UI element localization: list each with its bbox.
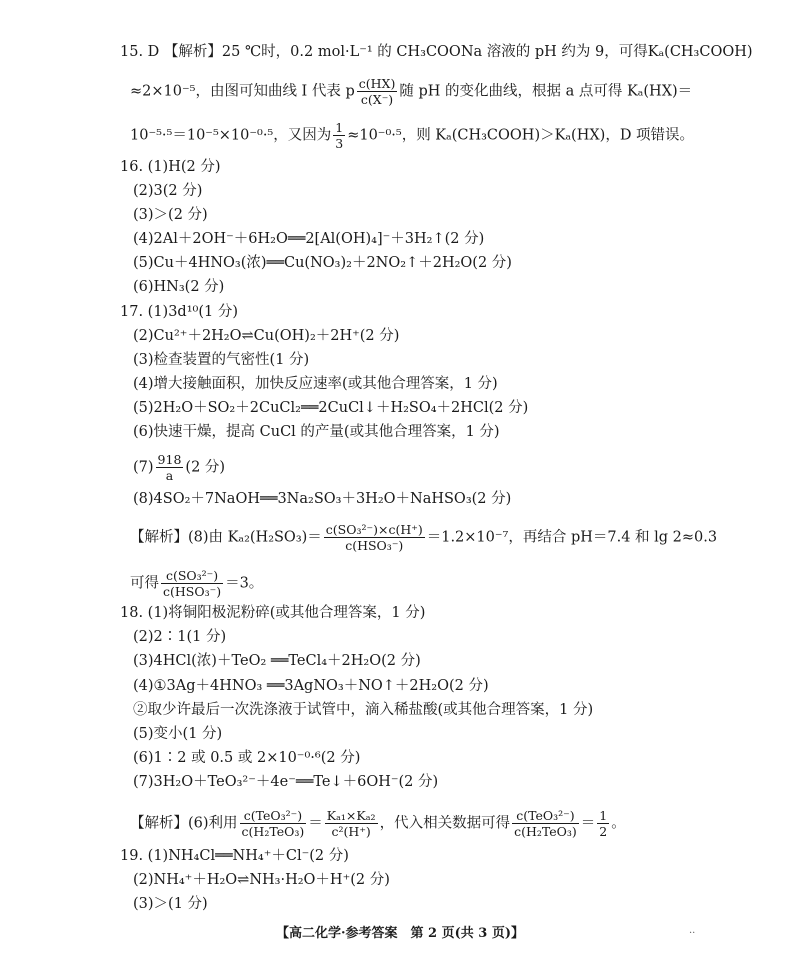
q18-analysis-start: 【解析】(6)利用 [130,815,238,832]
corner-mark: ·· [689,928,696,939]
q15-fraction-third [333,120,345,151]
q17-analysis-end: ＝1.2×10⁻⁷，再结合 pH＝7.4 和 lg 2≈0.3 [426,529,718,546]
q18-item-3: (3)4HCl(浓)＋TeO₂ ══TeCl₄＋2H₂O(2 分) [133,653,421,669]
q18-item-1: 18. (1)将铜阳极泥粉碎(或其他合理答案，1 分) [120,605,426,621]
frac-denominator: 3 [335,136,344,151]
q18-analysis-end: 。 [611,815,626,832]
frac-numerator: Kₐ₁×Kₐ₂ [326,808,376,823]
q19-item-3: (3)＞(1 分) [133,896,208,912]
q18-fraction-4 [597,808,609,839]
q19-item-2: (2)NH₄⁺＋H₂O⇌NH₃·H₂O＋H⁺(2 分) [133,872,390,888]
q15-line-1: 15. D 【解析】25 ℃时，0.2 mol·L⁻¹ 的 CH₃COONa 溶液的 pH 约为 9，可得Kₐ(CH₃COOH) [120,44,753,60]
q17-analysis-line-1 [130,522,717,553]
q17-analysis-fraction [324,522,425,553]
frac-denominator: a [165,468,174,483]
frac-numerator: 1 [599,808,608,823]
q18-item-2: (2)2∶1(1 分) [133,629,227,645]
q18-item-4: (4)①3Ag＋4HNO₃ ══3AgNO₃＋NO↑＋2H₂O(2 分) [133,678,489,694]
q16-item-1: 16. (1)H(2 分) [120,159,221,175]
q18-equals-1: ＝ [308,815,323,832]
q17-analysis2-end: ＝3。 [225,575,264,592]
q18-equals-2: ＝ [580,815,596,832]
q17-item-1: 17. (1)3d¹⁰(1 分) [120,304,238,320]
frac-numerator: c(SO₃²⁻) [161,568,223,584]
frac-numerator: 918 [157,452,182,467]
frac-denominator: c(HSO₃⁻) [345,538,404,553]
q16-item-3: (3)＞(2 分) [133,207,208,223]
frac-numerator: c(TeO₃²⁻) [512,808,579,824]
q15-line-2-end: 随 pH 的变化曲线，根据 a 点可得 Kₐ(HX)＝ [399,83,693,100]
q18-analysis [130,808,626,839]
frac-denominator: c²(H⁺) [331,824,371,839]
frac-denominator: 2 [599,824,608,839]
q18-item-6: (6)1∶2 或 0.5 或 2×10⁻⁰·⁶(2 分) [133,750,361,766]
q18-fraction-3 [512,808,579,839]
q17-item-5: (5)2H₂O＋SO₂＋2CuCl₂══2CuCl↓＋H₂SO₄＋2HCl(2 分) [133,400,529,416]
q18-item-5: (5)变小(1 分) [133,726,223,742]
frac-denominator: c(X⁻) [360,92,394,107]
q16-item-4: (4)2Al＋2OH⁻＋6H₂O══2[Al(OH)₄]⁻＋3H₂↑(2 分) [133,231,485,247]
q17-item-7-label: (7) [133,459,154,476]
q16-item-6: (6)HN₃(2 分) [133,279,225,295]
q17-item-7-score: (2 分) [185,459,226,476]
q18-fraction-1 [240,808,307,839]
q17-item-6: (6)快速干燥，提高 CuCl 的产量(或其他合理答案，1 分) [133,424,500,440]
q17-analysis2-start: 可得 [130,575,159,592]
q15-line-2 [130,76,692,107]
q16-item-2: (2)3(2 分) [133,183,203,199]
q17-analysis2-fraction [161,568,223,599]
q15-line-3 [130,120,694,151]
q16-item-5: (5)Cu＋4HNO₃(浓)══Cu(NO₃)₂＋2NO₂↑＋2H₂O(2 分) [133,255,512,271]
frac-denominator: c(H₂TeO₃) [514,824,577,839]
q17-analysis-start: 【解析】(8)由 Kₐ₂(H₂SO₃)＝ [130,529,322,546]
q15-fraction-hx [357,76,398,107]
frac-numerator: c(SO₃²⁻)×c(H⁺) [325,522,423,537]
q15-line-3-start: 10⁻⁵·⁵＝10⁻⁵×10⁻⁰·⁵，又因为 [130,127,332,144]
page-footer: 【高二化学·参考答案 第 2 页(共 3 页)】 [275,926,525,941]
frac-denominator: c(H₂TeO₃) [241,824,305,839]
q15-line-2-start: ≈2×10⁻⁵，由图可知曲线 Ⅰ 代表 p [130,83,355,100]
q18-item-7: (7)3H₂O＋TeO₃²⁻＋4e⁻══Te↓＋6OH⁻(2 分) [133,774,439,790]
q17-item-4: (4)增大接触面积，加快反应速率(或其他合理答案，1 分) [133,376,498,392]
q17-item-3: (3)检查装置的气密性(1 分) [133,352,310,368]
frac-denominator: c(HSO₃⁻) [163,584,222,599]
q17-item-8: (8)4SO₂＋7NaOH══3Na₂SO₃＋3H₂O＋NaHSO₃(2 分) [133,491,512,507]
q18-analysis-middle: ，代入相关数据可得 [379,815,511,832]
q19-item-1: 19. (1)NH₄Cl══NH₄⁺＋Cl⁻(2 分) [120,848,349,864]
q17-item-7-fraction [156,452,184,483]
q17-item-7 [133,452,225,483]
q18-fraction-2 [325,808,378,839]
q18-item-4-2: ②取少许最后一次洗涤液于试管中，滴入稀盐酸(或其他合理答案，1 分) [133,702,594,718]
q17-item-2: (2)Cu²⁺＋2H₂O⇌Cu(OH)₂＋2H⁺(2 分) [133,328,400,344]
frac-numerator: c(TeO₃²⁻) [240,808,307,824]
q17-analysis-line-2 [130,568,263,599]
q15-line-3-end: ≈10⁻⁰·⁵，则 Kₐ(CH₃COOH)＞Kₐ(HX)，D 项错误。 [347,127,695,144]
frac-numerator: c(HX) [358,76,396,91]
frac-numerator: 1 [335,120,344,135]
